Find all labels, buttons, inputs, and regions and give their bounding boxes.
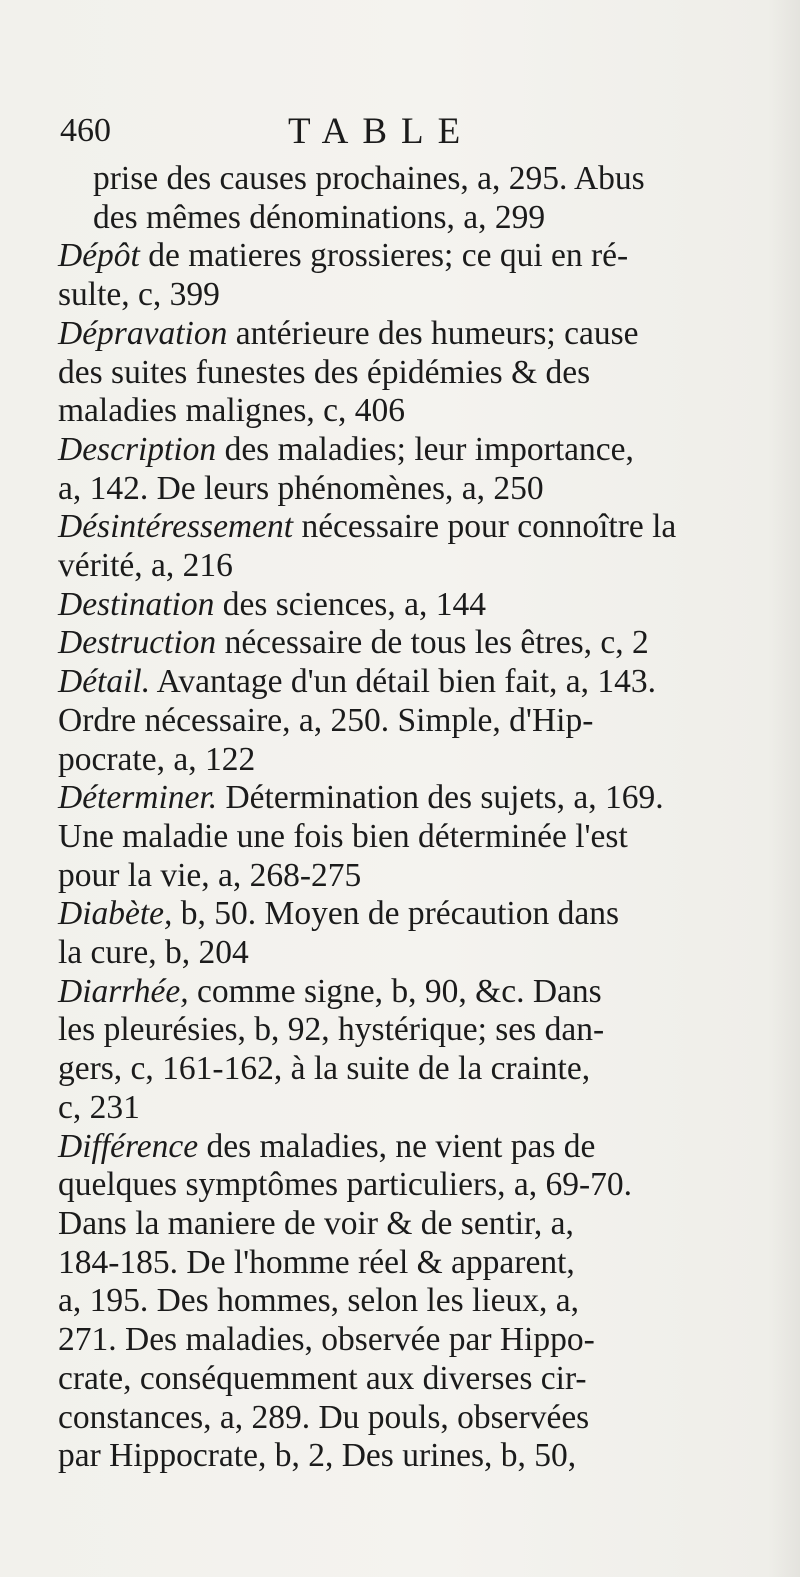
entry-headword: Différence — [58, 1127, 199, 1165]
entry-line: Dans la maniere de voir & de sentir, a, — [58, 1204, 574, 1242]
page-number: 460 — [60, 112, 111, 149]
index-entry — [58, 237, 710, 314]
index-entry — [58, 315, 710, 431]
index-entry — [58, 624, 710, 663]
entry-line: crate, conséquemment aux diverses cir- — [58, 1359, 587, 1397]
entry-line: a, 195. Des hommes, selon les lieux, a, — [58, 1282, 580, 1320]
entry-headword: Dépôt — [58, 237, 140, 275]
entry-line: nécessaire de tous les êtres, c, 2 — [224, 624, 649, 662]
entry-line: prise des causes prochaines, a, 295. Abus — [93, 160, 645, 197]
entry-line: les pleurésies, b, 92, hystérique; ses dan- — [58, 1011, 605, 1049]
entry-line: antérieure des humeurs; cause — [235, 314, 639, 352]
entry-headword: Destruction — [58, 624, 217, 662]
entry-line: b, 50. Moyen de précaution dans — [180, 895, 619, 933]
entry-line: Détermination des sujets, a, 169. — [225, 779, 664, 817]
index-entry — [58, 663, 710, 779]
entry-line: des sciences, a, 144 — [222, 585, 486, 623]
entry-headword: Destination — [58, 585, 215, 623]
index-entry — [58, 973, 710, 1128]
entry-line: pour la vie, a, 268-275 — [58, 856, 362, 894]
index-entry — [58, 160, 710, 237]
entry-headword: Diabète, — [58, 895, 173, 933]
entry-headword: Désintéressement — [58, 508, 294, 546]
entry-line: quelques symptômes particuliers, a, 69-70. — [58, 1166, 633, 1204]
entry-line: a, 142. De leurs phénomènes, a, 250 — [58, 469, 544, 507]
entry-headword: Dépravation — [58, 314, 228, 352]
index-entry — [58, 895, 710, 972]
index-entry — [58, 586, 710, 625]
entry-line: sulte, c, 399 — [58, 276, 220, 314]
entry-line: des mêmes dénominations, a, 299 — [93, 198, 546, 236]
entry-line: Une maladie une fois bien déterminée l'est — [58, 817, 628, 855]
entry-headword: Description — [58, 430, 217, 468]
entry-line: Ordre nécessaire, a, 250. Simple, d'Hip- — [58, 701, 594, 739]
entry-headword: Détail. — [58, 663, 151, 701]
entry-line: la cure, b, 204 — [58, 934, 249, 972]
page-header — [60, 112, 710, 162]
index-entry — [58, 779, 710, 895]
entry-line: des maladies; leur importance, — [224, 430, 634, 468]
entry-line: comme signe, b, 90, &c. Dans — [196, 972, 602, 1010]
entry-line: 184-185. De l'homme réel & apparent, — [58, 1243, 575, 1281]
entry-line: des maladies, ne vient pas de — [206, 1127, 596, 1165]
index-entry — [58, 1128, 710, 1476]
entry-line: constances, a, 289. Du pouls, observées — [58, 1398, 590, 1436]
entry-line: maladies malignes, c, 406 — [58, 392, 406, 430]
index-entry — [58, 431, 710, 508]
entry-line: nécessaire pour connoître la — [301, 508, 677, 546]
entry-line: par Hippocrate, b, 2, Des urines, b, 50, — [58, 1437, 577, 1475]
entry-line: de matieres grossieres; ce qui en ré- — [148, 237, 629, 275]
index-entry — [58, 508, 710, 585]
entry-line: Avantage d'un détail bien fait, a, 143. — [156, 663, 657, 701]
entry-line: pocrate, a, 122 — [58, 740, 256, 778]
entry-line: gers, c, 161-162, à la suite de la crainte, — [58, 1050, 591, 1088]
entry-line: des suites funestes des épidémies & des — [58, 353, 591, 391]
entry-line: c, 231 — [58, 1088, 140, 1126]
entry-line: 271. Des maladies, observée par Hippo- — [58, 1321, 595, 1359]
entry-line: vérité, a, 216 — [58, 547, 233, 585]
entry-headword: Déterminer. — [58, 779, 218, 817]
entry-headword: Diarrhée, — [58, 972, 189, 1010]
running-title: TABLE — [288, 111, 475, 152]
index-entries — [58, 160, 710, 1476]
